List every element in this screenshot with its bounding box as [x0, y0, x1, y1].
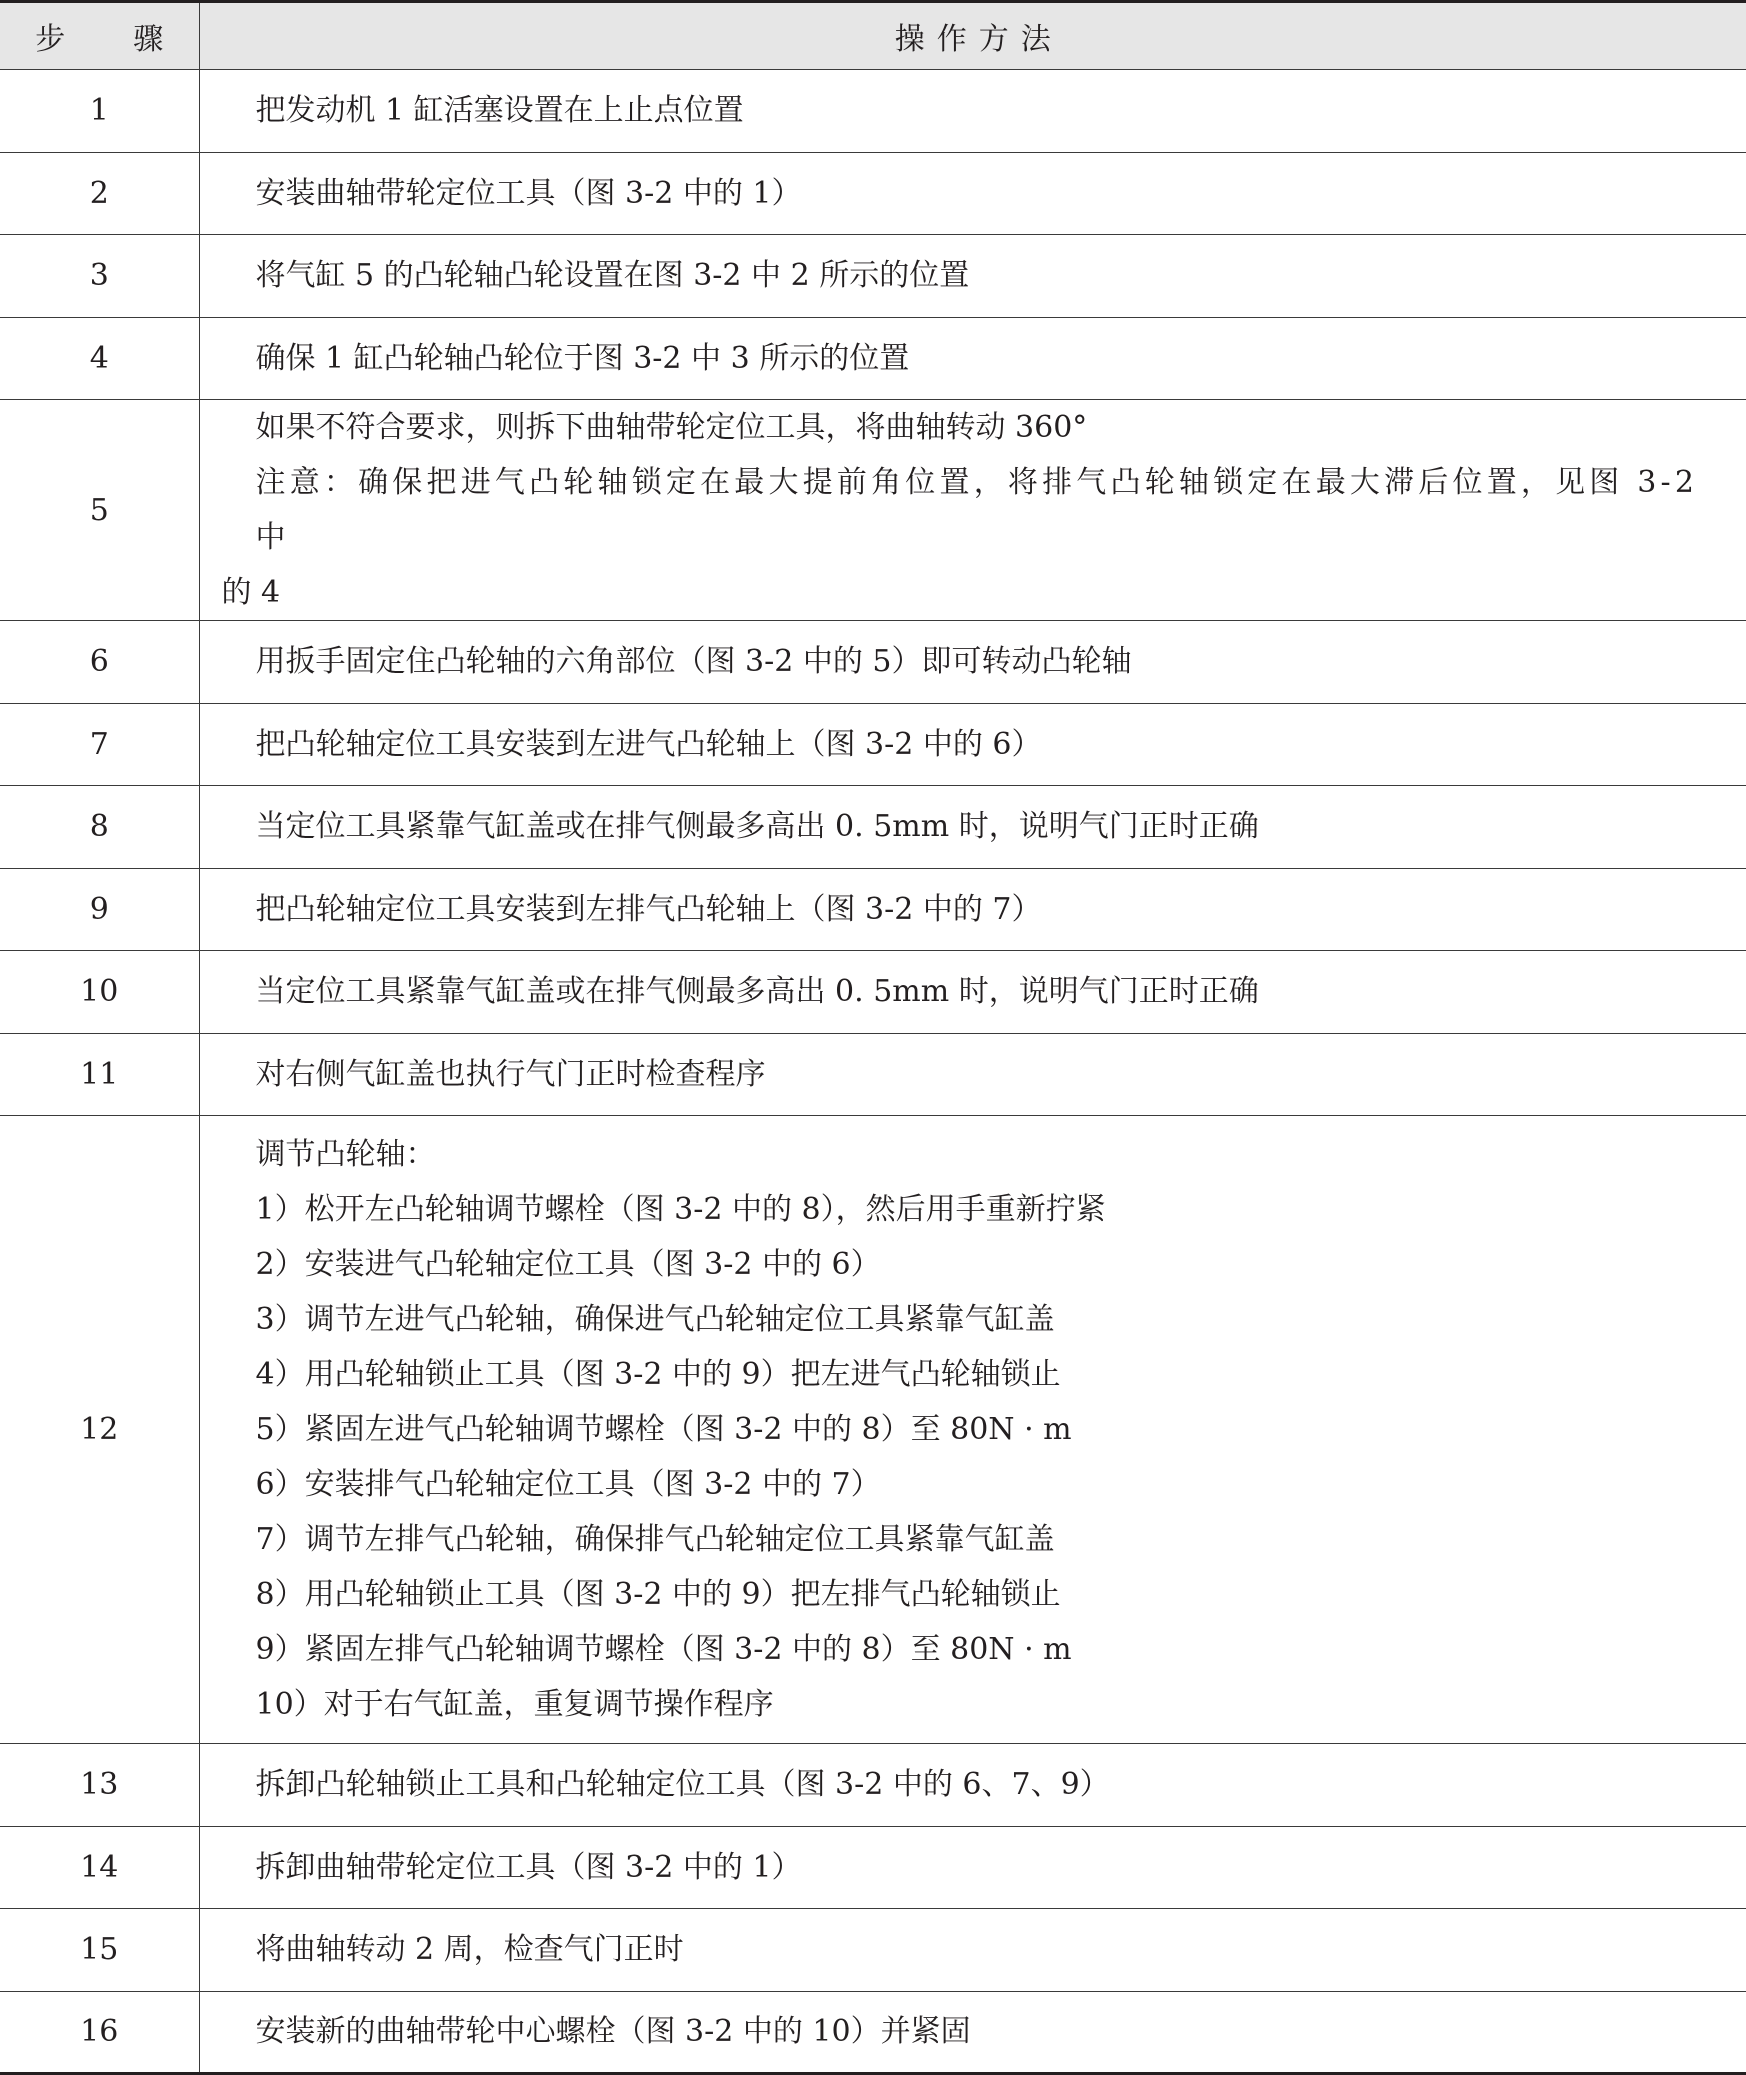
table-row	[0, 703, 1746, 786]
step-number: 6	[0, 621, 199, 704]
step-header-char: 骤	[133, 22, 164, 57]
step-method	[199, 1909, 1746, 1992]
table-row	[0, 951, 1746, 1034]
step-number: 13	[0, 1744, 199, 1827]
step-method	[199, 70, 1746, 153]
step-number: 11	[0, 1033, 199, 1116]
step-number: 5	[0, 400, 199, 621]
step-method	[199, 1991, 1746, 2074]
step-method	[199, 400, 1746, 621]
method-line: 7）调节左排气凸轮轴，确保排气凸轮轴定位工具紧靠气缸盖	[255, 1522, 1055, 1557]
table-row	[0, 1116, 1746, 1744]
method-header-char: 操	[894, 22, 925, 57]
method-line: 拆卸凸轮轴锁止工具和凸轮轴定位工具（图 3-2 中的 6、7、9）	[255, 1767, 1110, 1803]
method-header-char: 作	[936, 22, 967, 57]
method-line: 2）安装进气凸轮轴定位工具（图 3-2 中的 6）	[255, 1247, 881, 1282]
method-line: 9）紧固左排气凸轮轴调节螺栓（图 3-2 中的 8）至 80N · m	[255, 1632, 1072, 1667]
method-line: 如果不符合要求，则拆下曲轴带轮定位工具，将曲轴转动 360°	[255, 410, 1088, 445]
method-line: 调节凸轮轴：	[255, 1137, 436, 1172]
step-number: 9	[0, 868, 199, 951]
table-row	[0, 70, 1746, 153]
method-line: 把凸轮轴定位工具安装到左进气凸轮轴上（图 3-2 中的 6）	[255, 726, 1042, 762]
method-line: 将曲轴转动 2 周，检查气门正时	[255, 1932, 684, 1968]
method-line: 对右侧气缸盖也执行气门正时检查程序	[255, 1056, 766, 1092]
table-row	[0, 317, 1746, 400]
step-number: 8	[0, 786, 199, 869]
table-row	[0, 621, 1746, 704]
step-method	[199, 235, 1746, 318]
method-line: 注意：确保把进气凸轮轴锁定在最大提前角位置，将排气凸轮轴锁定在最大滞后位置，见图 3-2 中	[255, 465, 1699, 555]
table-row	[0, 152, 1746, 235]
step-method	[199, 703, 1746, 786]
step-method	[199, 868, 1746, 951]
method-line: 6）安装排气凸轮轴定位工具（图 3-2 中的 7）	[255, 1467, 881, 1502]
table-row	[0, 1826, 1746, 1909]
method-line: 把发动机 1 缸活塞设置在上止点位置	[255, 93, 744, 129]
method-header-char: 方	[978, 22, 1009, 57]
method-line: 的 4	[221, 575, 281, 610]
step-column-header	[0, 2, 199, 70]
step-number: 10	[0, 951, 199, 1034]
method-line: 安装新的曲轴带轮中心螺栓（图 3-2 中的 10）并紧固	[255, 2014, 971, 2050]
method-line: 当定位工具紧靠气缸盖或在排气侧最多高出 0. 5mm 时，说明气门正时正确	[255, 809, 1259, 845]
method-line: 8）用凸轮轴锁止工具（图 3-2 中的 9）把左排气凸轮轴锁止	[255, 1577, 1061, 1612]
step-method	[199, 317, 1746, 400]
step-method	[199, 1744, 1746, 1827]
step-method	[199, 1033, 1746, 1116]
step-number: 14	[0, 1826, 199, 1909]
step-method	[199, 621, 1746, 704]
table-row	[0, 868, 1746, 951]
table-row	[0, 1033, 1746, 1116]
step-number: 4	[0, 317, 199, 400]
step-method	[199, 1826, 1746, 1909]
method-line: 4）用凸轮轴锁止工具（图 3-2 中的 9）把左进气凸轮轴锁止	[255, 1357, 1061, 1392]
method-line: 将气缸 5 的凸轮轴凸轮设置在图 3-2 中 2 所示的位置	[255, 258, 970, 294]
table-row	[0, 1909, 1746, 1992]
step-method	[199, 1116, 1746, 1744]
step-method	[199, 152, 1746, 235]
table-row	[0, 400, 1746, 621]
method-line: 5）紧固左进气凸轮轴调节螺栓（图 3-2 中的 8）至 80N · m	[255, 1412, 1072, 1447]
method-line: 安装曲轴带轮定位工具（图 3-2 中的 1）	[255, 175, 802, 211]
step-number: 15	[0, 1909, 199, 1992]
method-line: 1）松开左凸轮轴调节螺栓（图 3-2 中的 8），然后用手重新拧紧	[255, 1192, 1106, 1227]
step-number: 3	[0, 235, 199, 318]
method-header-char: 法	[1020, 22, 1051, 57]
step-number: 7	[0, 703, 199, 786]
table-row	[0, 1744, 1746, 1827]
method-line: 当定位工具紧靠气缸盖或在排气侧最多高出 0. 5mm 时，说明气门正时正确	[255, 974, 1259, 1010]
step-header-char: 步	[35, 22, 66, 57]
method-line: 3）调节左进气凸轮轴，确保进气凸轮轴定位工具紧靠气缸盖	[255, 1302, 1055, 1337]
table-row	[0, 235, 1746, 318]
method-line: 把凸轮轴定位工具安装到左排气凸轮轴上（图 3-2 中的 7）	[255, 891, 1042, 927]
step-number: 1	[0, 70, 199, 153]
step-number: 2	[0, 152, 199, 235]
method-column-header	[199, 2, 1746, 70]
step-number: 12	[0, 1116, 199, 1744]
method-line: 确保 1 缸凸轮轴凸轮位于图 3-2 中 3 所示的位置	[255, 340, 910, 376]
step-number: 16	[0, 1991, 199, 2074]
table-row	[0, 786, 1746, 869]
step-method	[199, 951, 1746, 1034]
method-line: 用扳手固定住凸轮轴的六角部位（图 3-2 中的 5）即可转动凸轮轴	[255, 644, 1132, 680]
table-row	[0, 1991, 1746, 2074]
table-header-row	[0, 2, 1746, 70]
method-line: 拆卸曲轴带轮定位工具（图 3-2 中的 1）	[255, 1849, 802, 1885]
step-method	[199, 786, 1746, 869]
method-line: 10）对于右气缸盖，重复调节操作程序	[255, 1687, 774, 1722]
